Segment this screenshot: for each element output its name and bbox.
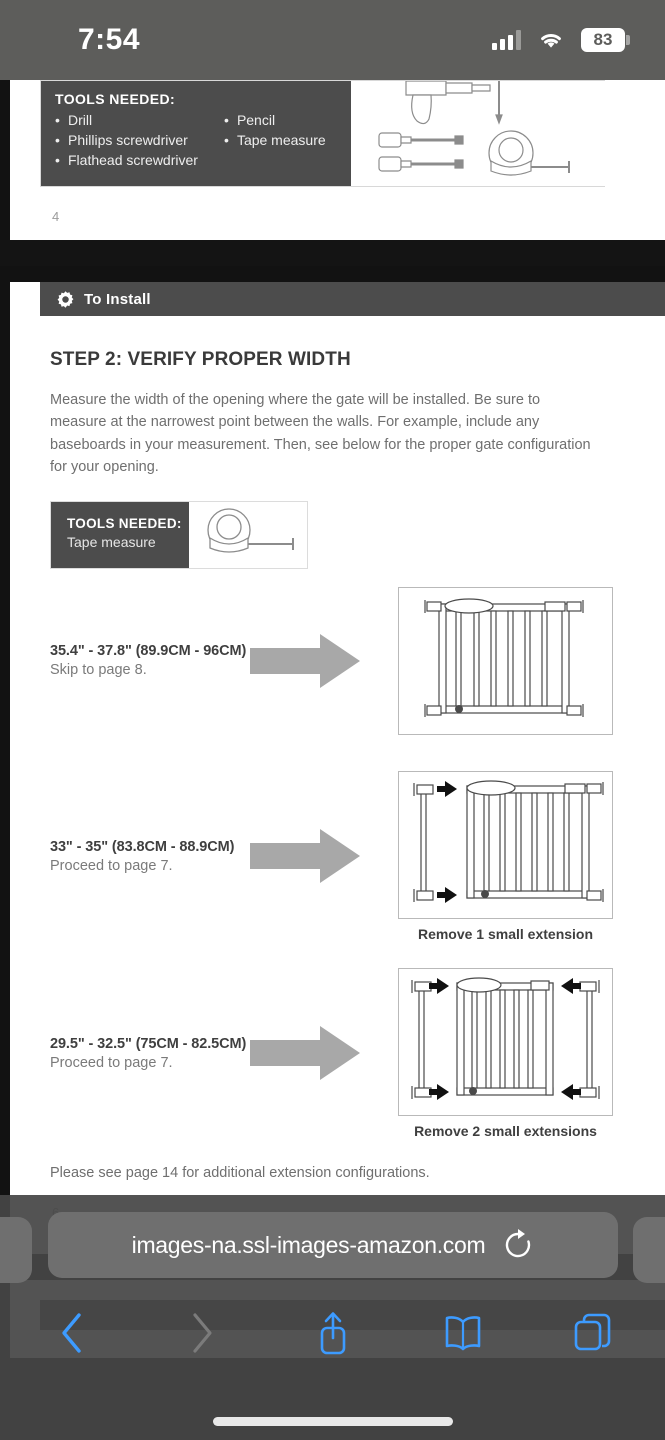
home-indicator [213, 1417, 453, 1426]
configuration-option-row [10, 968, 665, 1139]
safari-bottom-bar [0, 1195, 665, 1440]
additional-configurations-note: Please see page 14 for additional extension configurations. [50, 1164, 430, 1181]
right-arrow-icon [250, 1026, 360, 1080]
battery-percent-label: 83 [593, 30, 613, 49]
status-bar-clock: 7:54 [78, 23, 141, 56]
status-bar [0, 0, 665, 80]
tools-item: • Drill [55, 111, 198, 129]
status-bar-indicators [492, 28, 625, 52]
measurement-range: 29.5" - 32.5" (75CM - 82.5CM) [50, 1035, 247, 1052]
right-arrow-icon [250, 634, 360, 688]
gate-one-extension-removed-diagram [398, 771, 613, 919]
section-ribbon-to-install [40, 282, 665, 316]
previous-tab-preview[interactable] [0, 1217, 32, 1283]
next-tab-preview[interactable] [633, 1217, 665, 1283]
address-bar[interactable] [48, 1212, 618, 1278]
pdf-page-4 [10, 80, 665, 240]
tools-needed-title: TOOLS NEEDED: [55, 91, 176, 107]
page-separator [0, 240, 665, 266]
gate-full-width-diagram [398, 587, 613, 735]
cellular-bars-icon [492, 30, 521, 50]
measurement-instruction: Proceed to page 7. [50, 1054, 173, 1071]
drill-screwdrivers-tape-measure-illustration [351, 81, 606, 186]
step-title: STEP 2: VERIFY PROPER WIDTH [50, 349, 351, 370]
gate-configuration-options [10, 587, 665, 1139]
gate-two-extensions-removed-diagram [398, 968, 613, 1116]
measurement-range: 35.4" - 37.8" (89.9CM - 96CM) [50, 643, 247, 660]
forward-button[interactable] [174, 1305, 230, 1361]
step-body-text: Measure the width of the opening where the gate will be installed. Be sure to measure at the narrowest point between the walls. For example, include any baseboards in your measurement. Then, see below for the proper gate configuration for your opening. [50, 392, 591, 476]
wifi-icon [538, 30, 564, 50]
tools-item: • Flathead screwdriver [55, 151, 198, 169]
configuration-option-row [10, 771, 665, 942]
gear-icon [56, 290, 75, 309]
address-bar-url: images-na.ssl-images-amazon.com [131, 1231, 486, 1258]
share-button[interactable] [305, 1305, 361, 1361]
configuration-option-row [10, 587, 665, 735]
bookmarks-button[interactable] [435, 1305, 491, 1361]
tools-list-column-two [224, 111, 326, 172]
tools-needed-item: Tape measure [67, 533, 156, 550]
tape-measure-illustration [189, 502, 307, 568]
page-number: 4 [52, 209, 60, 224]
tools-item: • Pencil [224, 111, 326, 129]
right-arrow-icon [250, 829, 360, 883]
diagram-caption: Remove 1 small extension [417, 925, 594, 942]
measurement-instruction: Skip to page 8. [50, 662, 147, 679]
tools-needed-title: TOOLS NEEDED: [67, 515, 182, 531]
battery-icon [581, 28, 625, 52]
measurement-instruction: Proceed to page 7. [50, 857, 173, 874]
tools-item: • Tape measure [224, 131, 326, 149]
tab-row [0, 1195, 665, 1291]
back-button[interactable] [44, 1305, 100, 1361]
measurement-range: 33" - 35" (83.8CM - 88.9CM) [50, 838, 235, 855]
diagram-caption: Remove 2 small extensions [414, 1122, 597, 1139]
tools-item: • Phillips screwdriver [55, 131, 198, 149]
section-ribbon-label: To Install [84, 290, 151, 308]
reload-icon[interactable] [503, 1229, 533, 1261]
tools-needed-box-page4 [40, 80, 605, 187]
pdf-page-6 [10, 282, 665, 1254]
tools-needed-box-page6 [50, 501, 308, 569]
tools-list-column-one [55, 111, 198, 172]
tabs-button[interactable] [565, 1305, 621, 1361]
